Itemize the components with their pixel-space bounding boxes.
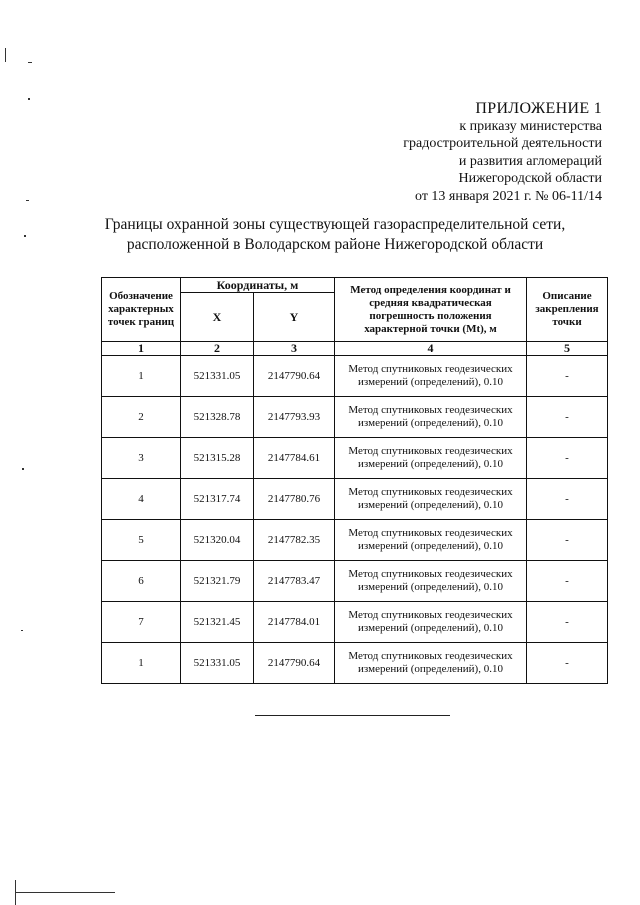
y-cell: 2147784.01 [254,602,335,643]
point-cell: 5 [102,520,181,561]
appendix-line: Нижегородской области [458,171,602,186]
description-cell: - [527,520,608,561]
coordinates-table [101,277,608,684]
scan-artifact [24,235,26,237]
x-cell: 521321.79 [181,561,254,602]
header-x: X [181,293,254,342]
column-number: 2 [181,342,254,356]
scan-artifact [26,200,29,201]
table-row [102,602,608,643]
point-cell: 3 [102,438,181,479]
table-row [102,438,608,479]
point-cell: 4 [102,479,181,520]
x-cell: 521320.04 [181,520,254,561]
description-cell: - [527,438,608,479]
description-cell: - [527,643,608,684]
header-method: Метод определения координат и средняя квадратическая погрешность положения характерной точки (Mt), м [335,278,527,342]
x-cell: 521321.45 [181,602,254,643]
table-header-row [102,278,608,293]
y-cell: 2147790.64 [254,643,335,684]
description-cell: - [527,397,608,438]
table-row [102,643,608,684]
appendix-line: и развития агломераций [458,153,602,169]
method-cell: Метод спутниковых геодезических измерений (определений), 0.10 [335,397,527,438]
closing-divider [255,715,450,716]
header-coordinates: Координаты, м [181,278,335,293]
y-cell: 2147783.47 [254,561,335,602]
document-title [20,215,640,255]
point-cell: 2 [102,397,181,438]
method-cell: Метод спутниковых геодезических измерений (определений), 0.10 [335,356,527,397]
scan-artifact [28,62,32,63]
document-title-line: расположенной в Володарском районе Нижегородской области [126,236,544,253]
table-row [102,561,608,602]
y-cell: 2147784.61 [254,438,335,479]
column-number: 5 [527,342,608,356]
point-cell: 6 [102,561,181,602]
appendix-title: ПРИЛОЖЕНИЕ 1 [475,100,602,117]
appendix-line: градостроительной деятельности [403,136,602,151]
description-cell: - [527,561,608,602]
x-cell: 521328.78 [181,397,254,438]
description-cell: - [527,602,608,643]
column-number: 4 [335,342,527,356]
column-number: 3 [254,342,335,356]
x-cell: 521331.05 [181,643,254,684]
scan-artifact [21,630,23,631]
table-row [102,397,608,438]
y-cell: 2147782.35 [254,520,335,561]
y-cell: 2147790.64 [254,356,335,397]
method-cell: Метод спутниковых геодезических измерений (определений), 0.10 [335,561,527,602]
y-cell: 2147780.76 [254,479,335,520]
method-cell: Метод спутниковых геодезических измерений (определений), 0.10 [335,479,527,520]
x-cell: 521315.28 [181,438,254,479]
appendix-line: к приказу министерства [459,118,602,134]
scan-artifact [28,98,30,100]
header-y: Y [254,293,335,342]
method-cell: Метод спутниковых геодезических измерений (определений), 0.10 [335,643,527,684]
table-row [102,356,608,397]
x-cell: 521331.05 [181,356,254,397]
table-row [102,479,608,520]
point-cell: 1 [102,643,181,684]
column-number: 1 [102,342,181,356]
appendix-header [282,100,602,205]
column-number-row [102,342,608,356]
description-cell: - [527,356,608,397]
method-cell: Метод спутниковых геодезических измерений (определений), 0.10 [335,438,527,479]
table-row [102,520,608,561]
scan-artifact [5,48,6,62]
document-title-line: Границы охранной зоны существующей газораспределительной сети, [104,216,566,233]
x-cell: 521317.74 [181,479,254,520]
header-point: Обозначение характерных точек границ [102,278,181,342]
y-cell: 2147793.93 [254,397,335,438]
method-cell: Метод спутниковых геодезических измерений (определений), 0.10 [335,602,527,643]
point-cell: 1 [102,356,181,397]
point-cell: 7 [102,602,181,643]
method-cell: Метод спутниковых геодезических измерений (определений), 0.10 [335,520,527,561]
description-cell: - [527,479,608,520]
appendix-date: от 13 января 2021 г. № 06-11/14 [415,188,602,204]
scan-artifact [15,892,115,893]
header-description: Описание закрепления точки [527,278,608,342]
scan-artifact [22,468,24,470]
